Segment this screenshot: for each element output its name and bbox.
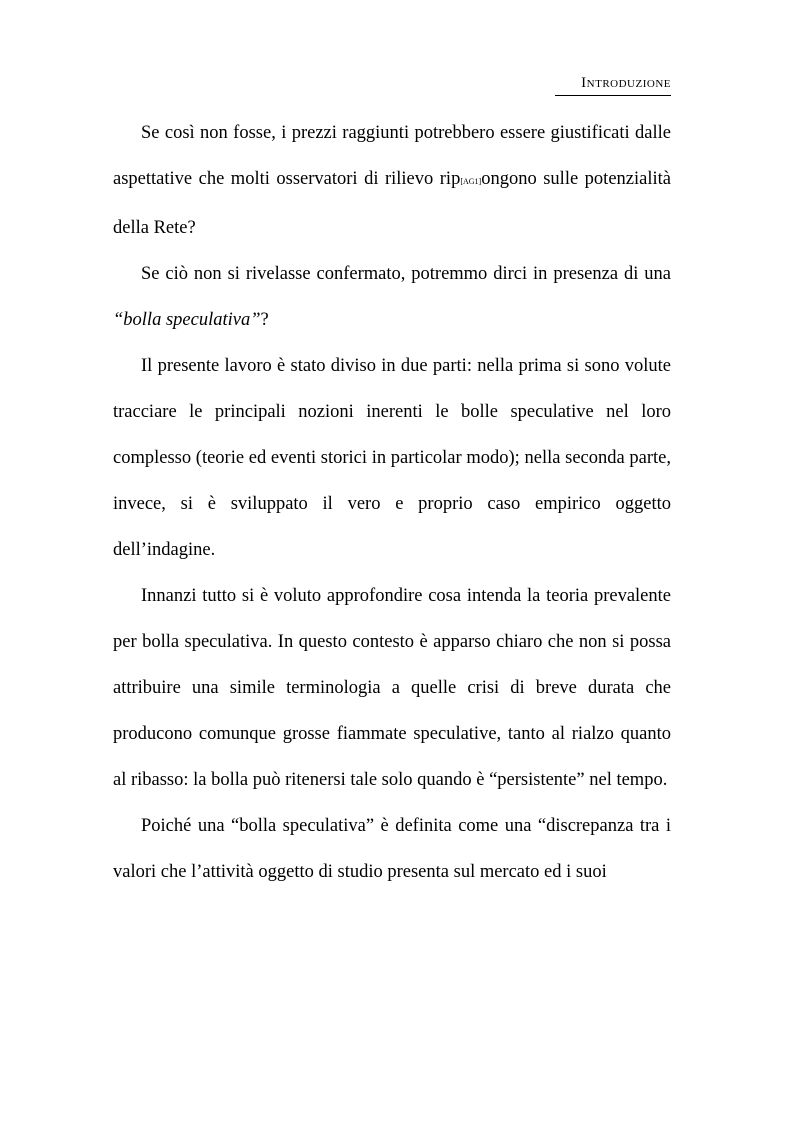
paragraph-2-text-a: Se ciò non si rivelasse confermato, potremmo dirci in presenza di una (141, 264, 671, 284)
paragraph-2 (113, 251, 671, 343)
running-header: Introduzione (581, 75, 671, 91)
paragraph-2-italic: “bolla speculativa” (113, 310, 261, 330)
paragraph-1-text-b: ongono sulle potenzialità della Rete? (113, 169, 671, 238)
paragraph-2-text-b: ? (260, 310, 269, 330)
paragraph-3: Il presente lavoro è stato diviso in due parti: nella prima si sono volute tracciare le principali nozioni inerenti le bolle speculative nel loro complesso (teorie ed eventi storici in particolar modo); nella seconda parte, invece, si è sviluppato il vero e proprio caso empirico oggetto dell’indagine. (113, 356, 671, 560)
paragraph-4: Innanzi tutto si è voluto approfondire cosa intenda la teoria prevalente per bolla speculativa. In questo contesto è apparso chiaro che non si possa attribuire una simile terminologia a quelle crisi di breve durata che producono comunque grosse fiammate speculative, tanto al rialzo quanto al ribasso: la bolla può ritenersi tale solo quando è “persistente” nel tempo. (113, 586, 671, 790)
page-body (113, 110, 671, 895)
paragraph-1 (113, 110, 671, 251)
paragraph-5: Poiché una “bolla speculativa” è definita come una “discrepanza tra i valori che l’attività oggetto di studio presenta sul mercato ed i suoi (113, 816, 671, 882)
comment-annotation: [AG1] (460, 177, 482, 186)
header-rule (555, 95, 671, 96)
paragraph-1-text-a: Se così non fosse, i prezzi raggiunti potrebbero essere giustificati dalle aspettative che molti osservatori di rilievo rip (113, 123, 671, 189)
